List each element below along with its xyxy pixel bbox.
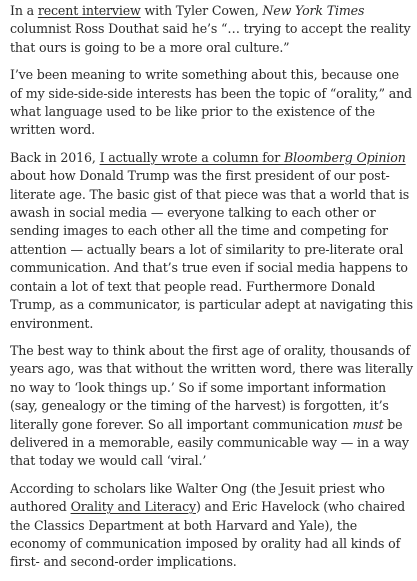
text: According to scholars like Walter Ong (the Jesuit priest who authored [10, 480, 385, 515]
paragraph-4 [10, 342, 414, 471]
paragraph-3 [10, 149, 414, 333]
recent-interview-link[interactable]: recent interview [37, 3, 141, 18]
bloomberg-column-link[interactable] [100, 150, 406, 165]
paragraph-2: I’ve been meaning to write something about this, because one of my side-side-side interests has been the topic of “orality,” and what language used to be like prior to the existence of the written word. [10, 67, 412, 138]
emphasis: must [352, 416, 384, 432]
text: In a [10, 3, 38, 18]
text: Back in 2016, [10, 149, 100, 165]
text: The best way to think about the first age of orality, thousands of years ago, was that without the written word, there was literally no way to ‘look things up.’ So if some important information (say, genealogy or the timing of the harvest) is forgotten, it’s literally gone forever. So all important communication [10, 342, 413, 432]
paragraph-1 [10, 2, 414, 57]
article-body [10, 2, 414, 581]
link-text: I actually wrote a column for [99, 149, 284, 165]
paragraph-5 [10, 480, 414, 572]
text: columnist Ross Douthat said he’s “… trying to accept the reality that ours is going to be a more oral culture.” [10, 21, 411, 55]
publication-name: New York Times [262, 3, 365, 18]
orality-and-literacy-link[interactable]: Orality and Literacy [70, 499, 196, 515]
link-publication: Bloomberg Opinion [283, 149, 406, 165]
text: with Tyler Cowen, [140, 3, 263, 18]
text: be delivered in a memorable, easily communicable way — in a way that today we would call ‘viral.’ [10, 416, 409, 469]
text: ) and Eric Havelock (who chaired the Classics Department at both Harvard and Yale), the economy of communication imposed by orality had all kinds of first- and second-order implications. [10, 499, 406, 570]
text: about how Donald Trump was the first president of our post-literate age. The basic gist of that piece was that a world that is awash in social media — everyone talking to each other or sending images to each other all the time and competing for attention — actually bears a lot of similarity to pre-literate oral communication. And that’s true even if social media happens to contain a lot of text that people read. Furthermore Donald Trump, as a communicator, is particular adept at navigating this environment. [10, 168, 413, 331]
